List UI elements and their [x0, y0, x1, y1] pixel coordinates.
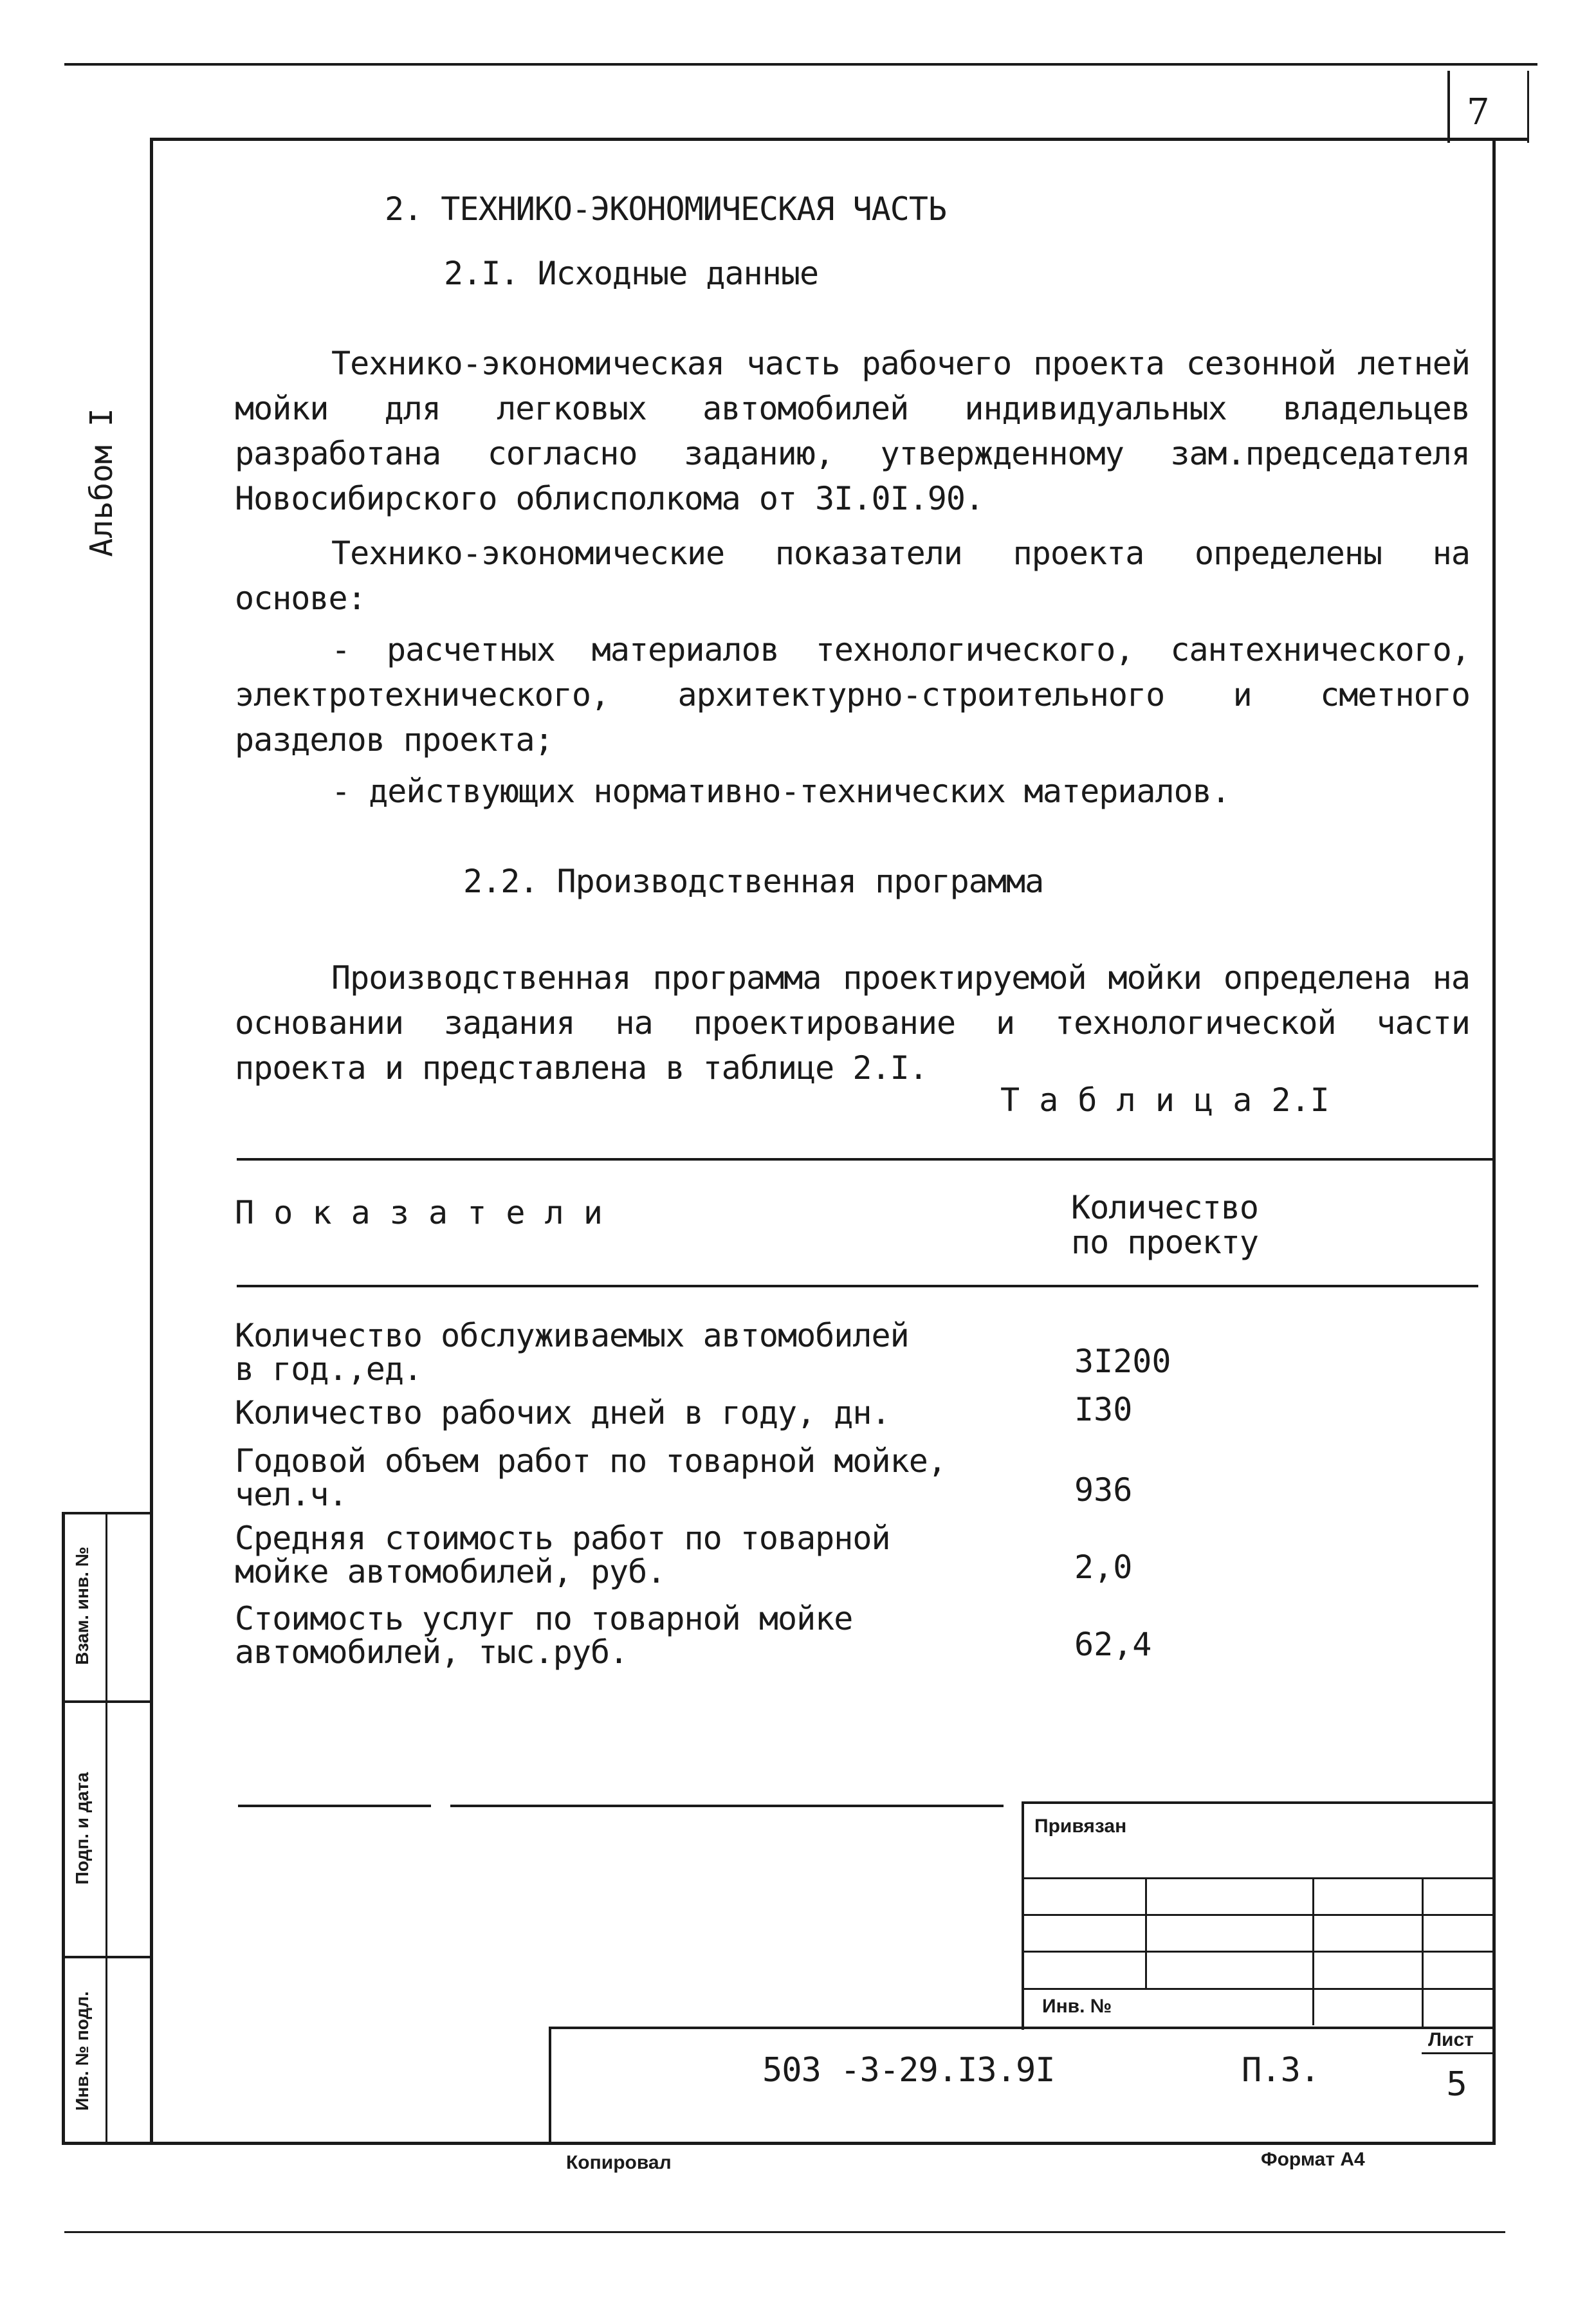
table-row-1-value: 3I200 — [1074, 1343, 1171, 1380]
frame-right — [1492, 138, 1496, 2145]
sheet-box-top — [1422, 2052, 1496, 2054]
side-fields-top — [62, 1512, 152, 1514]
table-row-1-name: Количество обслуживаемых автомобилей в год.,ед. — [235, 1317, 909, 1388]
page-number-box-left — [1447, 71, 1450, 143]
sheet-number: 5 — [1446, 2065, 1467, 2104]
stamp-row-4 — [1023, 1988, 1496, 1990]
signature-line-2 — [450, 1805, 1004, 1807]
table-row-5-value: 62,4 — [1074, 1626, 1152, 1663]
paragraph-3: Производственная программа проектируемой мойки определена на основании задания на проектирование и технологической части проекта и представлена в таблице 2.I. — [235, 959, 1470, 1087]
page-number-box-right — [1527, 71, 1529, 143]
bullet-2: - действующих нормативно-технических материалов. — [331, 773, 1230, 810]
frame-top — [152, 138, 1527, 141]
sheet-label: Лист — [1428, 2029, 1474, 2050]
album-label: Альбом I — [84, 408, 120, 557]
stamp-privyazan: Привязан — [1034, 1816, 1127, 1837]
bottom-rule — [64, 2231, 1505, 2233]
table-top-rule — [237, 1158, 1494, 1161]
inv-podl-label: Инв. № подл. — [72, 1991, 92, 2111]
frame-bottom — [62, 2142, 1495, 2145]
main-heading: 2. ТЕХНИКО-ЭКОНОМИЧЕСКАЯ ЧАСТЬ — [385, 190, 947, 228]
table-caption: Т а б л и ц а 2.I — [1000, 1081, 1330, 1119]
side-fields-inner-left — [105, 1512, 107, 2144]
doc-code: 503 -3-29.I3.9I — [762, 2051, 1055, 2090]
side-fields-div2 — [62, 1956, 152, 1958]
stamp-inv-no: Инв. № — [1042, 1996, 1112, 2017]
section-2-title: 2.2. Производственная программа — [463, 863, 1044, 900]
table-row-4-value: 2,0 — [1074, 1549, 1133, 1586]
top-rule — [64, 63, 1537, 66]
signature-line-1 — [238, 1805, 431, 1807]
stamp-col-1 — [1145, 1877, 1147, 1990]
footer-kopiroval: Копировал — [566, 2152, 672, 2173]
vzam-inv-label: Взам. инв. № — [72, 1547, 92, 1665]
table-row-2-value: I30 — [1074, 1391, 1133, 1428]
stamp-row-2 — [1023, 1914, 1496, 1916]
title-block-top — [550, 2027, 1496, 2029]
table-row-3-value: 936 — [1074, 1471, 1133, 1509]
table-row-4-name: Средняя стоимость работ по товарной мойке автомобилей, руб. — [235, 1520, 890, 1590]
paragraph-1: Технико-экономическая часть рабочего проекта сезонной летней мойки для легковых автомобилей индивидуальных владельцев разработана согласно заданию, утвержденному зам.председателя Новосибирского облисполкома от 3I.0I.90. — [235, 345, 1470, 517]
section-code: П.3. — [1242, 2051, 1320, 2090]
frame-left — [150, 138, 153, 2145]
title-block-left — [549, 2027, 551, 2144]
side-fields-div1 — [62, 1700, 152, 1703]
table-header-quantity-line2: по проекту — [1071, 1224, 1259, 1261]
stamp-col-2 — [1312, 1877, 1314, 2025]
side-fields-outer-left — [62, 1512, 65, 2144]
table-row-5-name: Стоимость услуг по товарной мойке автомобилей, тыс.руб. — [235, 1600, 853, 1671]
section-1-title: 2.I. Исходные данные — [444, 255, 819, 292]
stamp-row-3 — [1023, 1951, 1496, 1953]
footer-format: Формат А4 — [1261, 2149, 1365, 2170]
table-header-indicators: П о к а з а т е л и — [235, 1194, 603, 1231]
stamp-top — [1023, 1801, 1496, 1804]
page-number: 7 — [1467, 91, 1489, 133]
bullet-1: - расчетных материалов технологического, сантехнического, электротехнического, архитектурно-строительного и сметного разделов проекта; — [235, 631, 1470, 759]
table-header-rule — [237, 1285, 1478, 1287]
table-row-2-name: Количество рабочих дней в году, дн. — [235, 1394, 890, 1431]
table-row-3-name: Годовой объем работ по товарной мойке, чел.ч. — [235, 1442, 946, 1513]
podp-data-label: Подп. и дата — [72, 1772, 92, 1885]
stamp-row-1 — [1023, 1877, 1496, 1879]
paragraph-2: Технико-экономические показатели проекта определены на основе: — [235, 535, 1470, 617]
table-header-quantity-line1: Количество — [1071, 1189, 1259, 1226]
stamp-col-3 — [1422, 1877, 1424, 2028]
